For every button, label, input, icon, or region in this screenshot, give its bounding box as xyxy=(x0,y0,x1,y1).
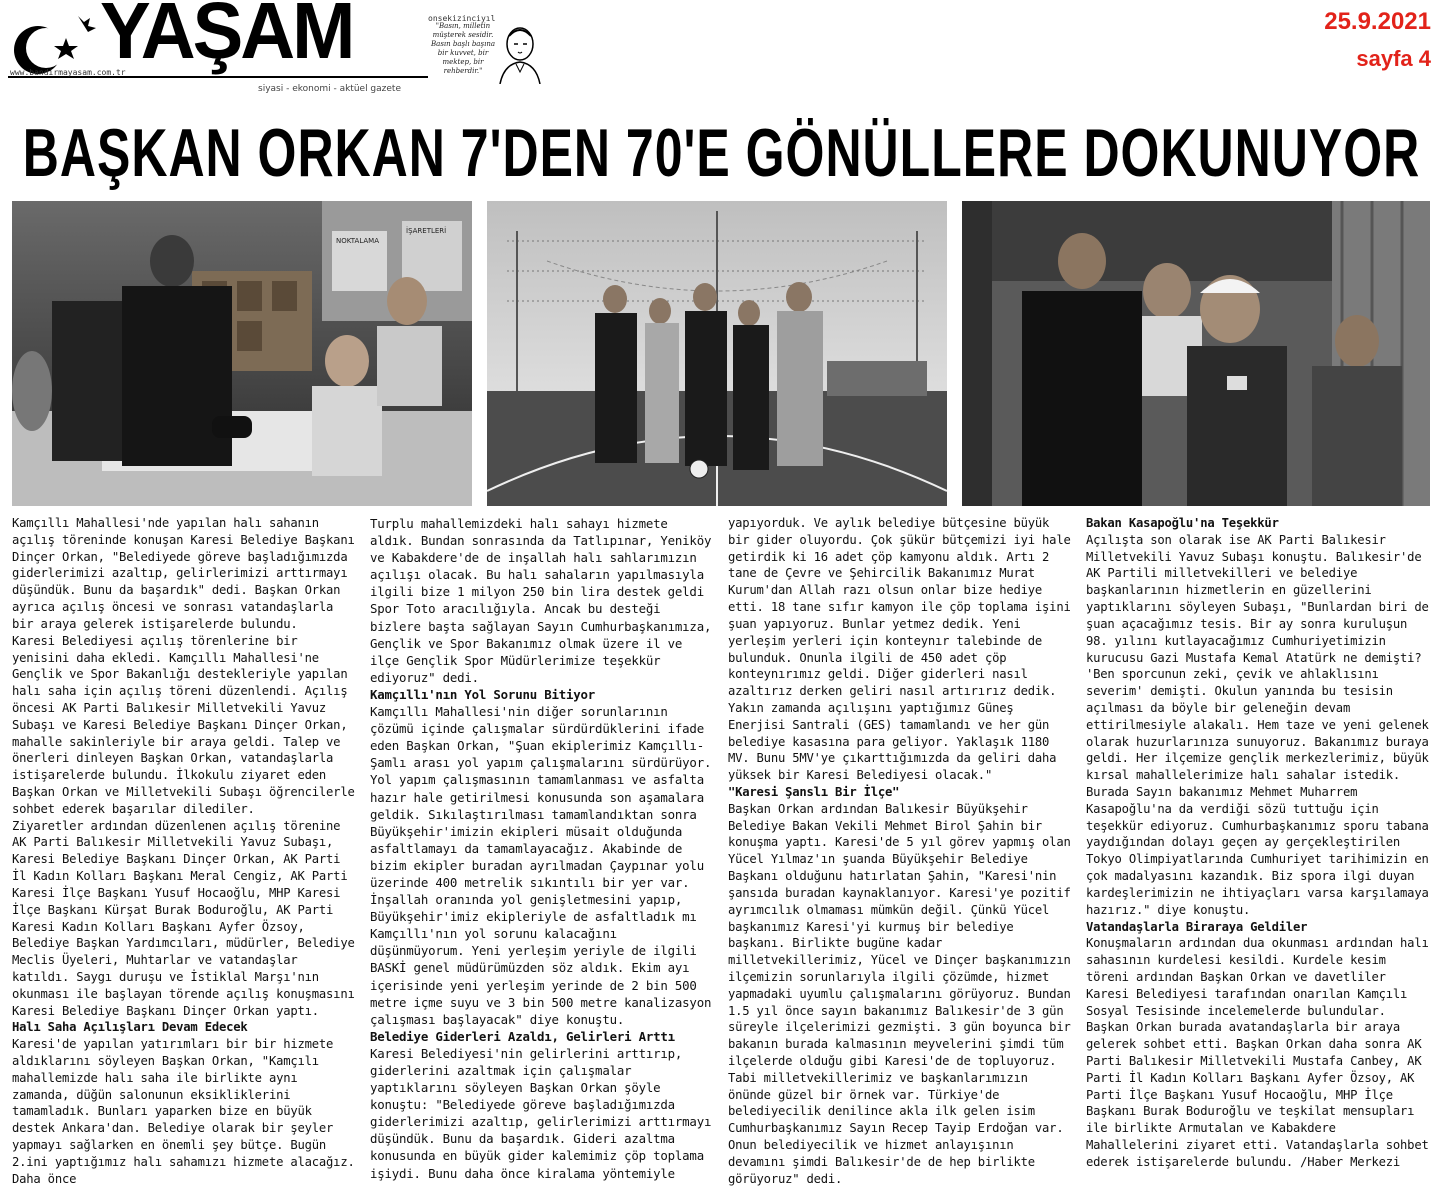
photo-football-pitch xyxy=(487,201,947,506)
article-column-4 xyxy=(1086,515,1431,1171)
subheading: "Karesi Şanslı Bir İlçe" xyxy=(728,785,900,799)
paragraph: Karesi Belediyesi'nin gelirlerini arttırıp, giderlerini azaltmak için çalışmalar yaptıklarını söyleyen Başkan Orkan şöyle konuştu: "Belediyede göreve başladığımızda giderlerimizi azaltıp, gelirlerimizi arttırmayı düşündük. Bunu da başardık. Gideri azaltma konusunda en büyük gider kalemimiz çöp toplama işiydi. Bunu daha önce kiralama yöntemiyle xyxy=(370,1045,712,1181)
paragraph: Açılışta son olarak ise AK Parti Balıkesir Milletvekili Yavuz Subaşı konuştu. Balıkesir'de AK Partili milletvekilleri ve belediye başkanlarının hizmetlerin en güzellerini yaptıklarını söyleyen Subaşı, "Bunlardan biri de şuan açacağımız tesis. Bir ay sonra kuruluşun 98. yılını kutlayacağımız Cumhuriyetimizin kurucusu Gazi Mustafa Kemal Atatürk ne demişti? 'Ben sporcunun zeki, çevik ve ahlaklısını severim' demişti. Okulun yanında bu tesisin açılması da böyle bir geleneğin devam ettirilmesiyle alakalı. Hem taze ve yeni gelenek olarak huzurlarınıza sunuyoruz. Bakanımız buraya geldi. Her ilçemize gençlik merkezlerimiz, büyük kırsal mahallelerimize halı sahalar istedik. Burada Sayın bakanımız Mehmet Muharrem Kasapoğlu'na da verdiği sözü tuttuğu için teşekkür ediyoruz. Cumhurbaşkanımız sporu tabana yaydığından dolayı geçen ay gerçekleştirilen Tokyo Olimpiyatlarında Cumhuriyet tarihimizin en çok madalyasını kazandık. Biz spora ilgi duyan kardeşlerimizin ne ihtiyaçları varsa karşılamaya hazırız." diye konuştu. xyxy=(1086,532,1429,917)
photo-classroom xyxy=(12,201,472,506)
paragraph: Karesi Belediyesi açılış törenlerine bir yenisini daha ekledi. Kamçıllı Mahallesi'ne Gençlik ve Spor Bakanlığı destekleriyle yapılan halı saha için açılış töreni düzenlendi. Açılış öncesi AK Parti Balıkesir Milletvekili Yavuz Subaşı ve Karesi Belediye Başkanı Dinçer Orkan, mahalle sakinleriyle bir araya geldi. Talep ve önerleri dinleyen Başkan Orkan, vatandaşlarla istişarelerde bulundu. İlkokulu ziyaret eden Başkan Orkan ve Milletvekili Subaşı öğrencilerle sohbet ederek başarılar dilediler. xyxy=(12,633,355,816)
paragraph: Kamçıllı Mahallesi'nde yapılan halı sahanın açılış töreninde konuşan Karesi Belediye Başkanı Dinçer Orkan, "Belediyede göreve başladığımızda giderlerimizi azaltıp, gelirlerimizi arttırmayı düşündük. Bunu da başardık" dedi. Başkan Orkan ayrıca açılış öncesi ve sonrası vatandaşlarla bir araya gelerek istişarelerde bulundu. xyxy=(12,516,355,631)
subheading: Bakan Kasapoğlu'na Teşekkür xyxy=(1086,516,1279,530)
paragraph: Konuşmaların ardından dua okunması ardından halı sahasının kurdelesi kesildi. Kurdele kesim töreni ardından Başkan Orkan ve davetliler Karesi Belediyesi tarafından onarılan Kamçılı Sosyal Tesisinde incelemelerde bulundular. Başkan Orkan burada avatandaşlarla bir araya gelerek sohbet etti. Başkan Orkan daha sonra AK Parti Balıkesir Milletvekili Mustafa Canbey, AK Parti İl Kadın Kolları Başkanı Ayfer Özsoy, AK Parti İlçe Başkanı Yusuf Hocaoğlu, MHP İlçe Başkanı Burak Boduroğlu ve teşkilat mensupları ile birlikte Armutalan ve Kabakdere Mahallelerini ziyaret etti. Vatandaşlarla sohbet ederek istişarelerde bulundu. /Haber Merkezi xyxy=(1086,936,1429,1169)
board-label-noktalama: NOKTALAMA xyxy=(336,237,379,245)
board-label-isaretleri: İŞARETLERİ xyxy=(406,227,447,235)
year-label: onsekizinciyıl xyxy=(428,14,496,23)
website-url: www.bandirmayasam.com.tr xyxy=(10,68,126,77)
article-column-1 xyxy=(12,515,357,1188)
paragraph: Ziyaretler ardından düzenlenen açılış törenine AK Parti Balıkesir Milletvekili Yavuz Subaşı, Karesi Belediye Başkanı Dinçer Orkan, AK Parti İl Kadın Kolları Başkanı Meral Cengiz, AK Parti Karesi İlçe Başkanı Yusuf Hocaoğlu, MHP Karesi İlçe Başkanı Kürşat Burak Boduroğlu, AK Parti Karesi Kadın Kolları Başkanı Ayfer Özsoy, Belediye Başkan Yardımcıları, müdürler, Belediye Meclis Üyeleri, Muhtarlar ve vatandaşlar katıldı. Saygı duruşu ve İstiklal Marşı'nın okunması ile başlayan törende açılış konuşmasını Karesi Belediye Başkanı Dinçer Orkan yaptı. xyxy=(12,818,355,1018)
masthead xyxy=(0,0,1441,100)
paragraph: yapıyorduk. Ve aylık belediye bütçesine büyük bir gider oluyordu. Çok şükür bütçemizi iyi hale getirdik ki 16 adet çöp kamyonu aldık. Artı 2 tane de Çevre ve Şehircilik Bakanımız Murat Kurum'dan Allah razı olsun onlar bize hediye etti. 18 tane sıfır kamyon ile çöp toplama işini şuan yapıyoruz. Bunlar yetmez dedik. Yeni yerleşim yerleri için konteynır talebinde de bulunduk. Onunla ilgili de 450 adet çöp konteynırımız geldi. Diğer giderleri nasıl azaltırız derken geliri nasıl artırırız dedik. Yakın zamanda açılışını yaptığımız Güneş Enerjisi Santrali (GES) tamamlandı ve her gün belediye kasasına para geliyor. Yaklaşık 1180 MV. Bunu 5MV'ye çıkarttığımızda da geliri daha yüksek bir Karesi Belediyesi olacak." xyxy=(728,516,1071,783)
ataturk-quote: "Basın, milletin müşterek sesidir. Basın başlı başına bir kuvvet, bir mektep, bir rehberdir." xyxy=(431,22,495,75)
article-column-3 xyxy=(728,515,1073,1188)
subheading: Kamçıllı'nın Yol Sorunu Bitiyor xyxy=(370,686,596,702)
issue-date: 25.9.2021 xyxy=(1324,8,1431,35)
paragraph: Başkan Orkan ardından Balıkesir Büyükşehir Belediye Bakan Vekili Mehmet Birol Şahin bir konuşma yaptı. Karesi'de 5 yıl görev yapmış olan Yücel Yılmaz'ın şuanda Büyükşehir Belediye Başkanı olduğunu hatırlatan Şahin, "Karesi'nin şansıda buradan kaynaklanıyor. Karesi'ye pozitif ayrımcılık olmaması mümkün değil. Çünkü Yücel başkanımız Karesi'yi kurmuş bir belediye başkanı. Birlikte bugüne kadar milletvekillerimiz, Yücel ve Dinçer başkanımızın ilçemizin sorunlarıyla ilgili çözümde, hizmet yapmadaki uyumlu çalışmalarını görüyoruz. Bundan 1.5 yıl önce sayın bakanımız Balıkesir'de 3 gün süreyle ilçelerimizi gezmişti. 3 gün boyunca bir bakanın burada kalmasının meyvelerini şimdi tüm ilçelerde olduğu gibi Karesi'de de topluyoruz. Tabi milletvekillerimiz ve başkanlarımızın önünde güzel bir örnek var. Türkiye'de belediyecilik denilince akla ilk gelen isim Cumhurbaşkanımız Sayın Recep Tayip Erdoğan var. Onun belediyecilik ve hizmet anlayışının devamını şimdi Balıkesir'de de hep birlikte görüyoruz" dedi. xyxy=(728,801,1071,1186)
ataturk-portrait-icon xyxy=(494,20,546,84)
subheading: Belediye Giderleri Azaldı, Gelirleri Arttı xyxy=(370,1028,675,1044)
headline: BAŞKAN ORKAN 7'DEN 70'E GÖNÜLLERE DOKUNUYOR xyxy=(22,115,1421,191)
tagline: siyasi - ekonomi - aktüel gazete xyxy=(258,84,401,94)
photo-citizens-meeting xyxy=(962,201,1430,506)
page-number: sayfa 4 xyxy=(1356,46,1431,71)
subheading: Halı Saha Açılışları Devam Edecek xyxy=(12,1020,248,1035)
newspaper-logo: YAŞAM xyxy=(100,0,353,77)
article-column-2 xyxy=(370,515,715,1182)
paragraph: Karesi'de yapılan yatırımları bir bir hizmete aldıklarını söyleyen Başkan Orkan, "Kamçılı mahallemizde halı saha ile birlikte aynı zamanda, düğün salonunun eksikliklerini tamamladık. Bunları yaparken bize en büyük destek Ankara'dan. Belediye olarak bir şeyler yapmayı sağlarken en önemli şey bütçe. Bugün 2.ini yaptığımız halı sahamızı hizmete alacağız. Daha önce xyxy=(12,1037,355,1186)
paragraph: Turplu mahallemizdeki halı sahayı hizmete aldık. Bundan sonrasında da Tatlıpınar, Yeniköy ve Kabakdere'de de inşallah halı sahlarımızın açılışı olacak. Bu halı sahaların yapılmasıyla ilgili bize 1 milyon 250 bin lira destek geldi Spor Toto aracılığıyla. Ancak bu desteği bizlere başta sağlayan Sayın Cumhurbaşkanımıza, Gençlik ve Spor Bakanımız olmak üzere il ve ilçe Gençlik Spor Müdürlerimize teşekkür ediyoruz" dedi. xyxy=(370,516,712,685)
paragraph: Kamçıllı Mahallesi'nin diğer sorunlarının çözümü içinde çalışmalar sürdürdüklerini ifade eden Başkan Orkan, "Şuan ekiplerimiz Kamçıllı- Şamlı arası yol yapım çalışmalarını sürdürüyor. Yol yapım çalışmasının tamamlanması ve asfalta hazır hale getirilmesi konusunda son aşamalara geldik. Sıkılaştırılması tamamlandıktan sonra Büyükşehir'imizin ekipleri müsait olduğunda asfaltlamayı da tamamlayacağız. Akabinde de bizim ekipler buradan ayrılmadan Çaypınar yolu üzerinde 400 metrelik sıkıntılı bir yer var. İnşallah oranında yol genişletmesini yapıp, Büyükşehir'imiz ekipleriyle de asfaltladık mı Kamçıllı'nın yol sorunu kalacağını düşünmüyorum. Yeni yerleşim yeriyle de ilgili BASKİ genel müdürümüzden söz aldık. Ekim ayı içerisinde yeni yerleşim yerinde de 2 bin 500 metre içme suyu ve 3 bin 500 metre kanalizasyon çalışması başlayacak" diye konuştu. xyxy=(370,704,712,1027)
subheading: Vatandaşlarla Biraraya Geldiler xyxy=(1086,919,1308,934)
